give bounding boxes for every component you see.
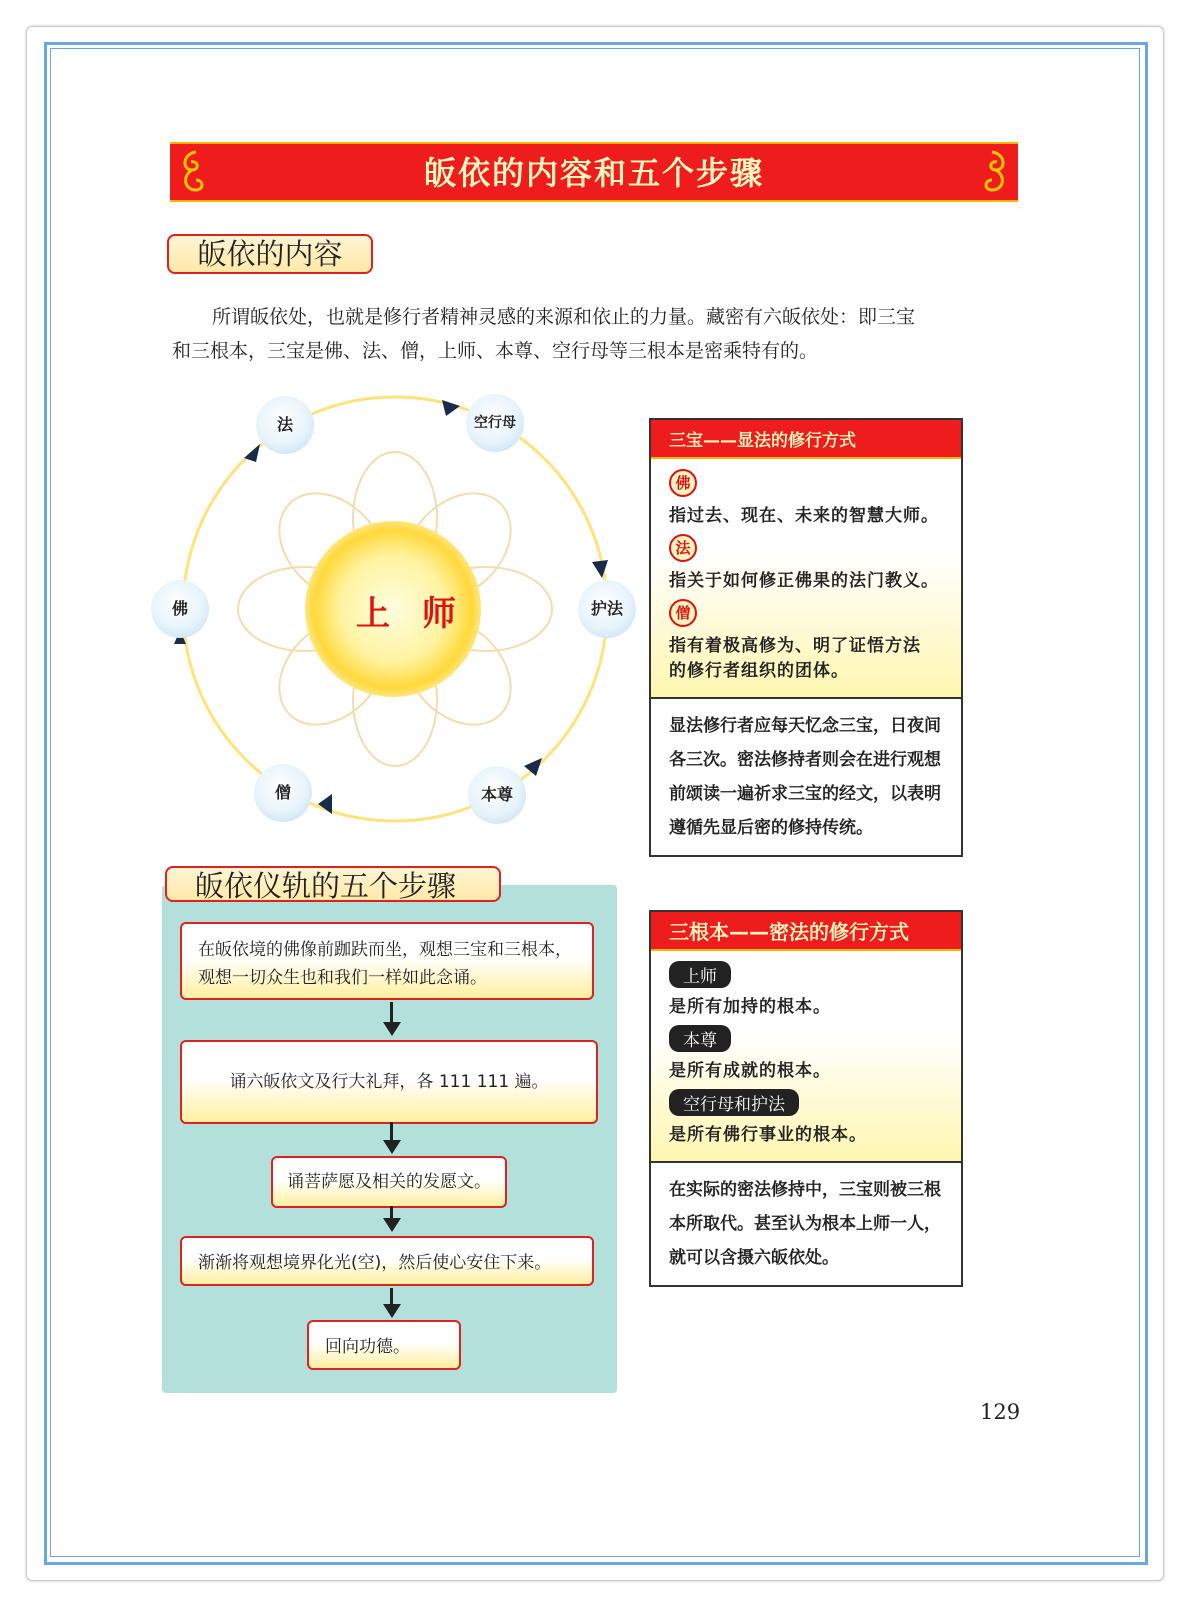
desc-benzun: 是所有成就的根本。 xyxy=(669,1061,831,1081)
note-line: 各三次。密法修持者则会在进行观想 xyxy=(669,750,941,770)
sanbao-box xyxy=(649,418,963,857)
step-2: 诵六皈依文及行大礼拜，各 111 111 遍。 xyxy=(180,1040,598,1124)
arrow-down-icon xyxy=(383,1304,401,1318)
step-arrow xyxy=(390,1002,393,1024)
intro-line: 所谓皈依处，也就是修行者精神灵感的来源和依止的力量。藏密有六皈依处：即三宝 xyxy=(212,306,916,328)
desc-kongxingmu-hufa: 是所有佛行事业的根本。 xyxy=(669,1125,867,1145)
sanbao-title: 三宝——显法的修行方式 xyxy=(651,420,961,459)
sangenben-note xyxy=(651,1161,961,1285)
scroll-ornament-icon xyxy=(978,146,1012,196)
step-1 xyxy=(180,922,594,1000)
label-fa: 法 xyxy=(669,534,697,562)
label-shangshi: 上师 xyxy=(669,961,731,988)
node-hufa: 护法 xyxy=(578,580,636,638)
desc-shangshi: 是所有加持的根本。 xyxy=(669,997,831,1017)
node-benzun: 本尊 xyxy=(468,766,526,824)
step-3: 诵菩萨愿及相关的发愿文。 xyxy=(271,1156,507,1208)
label-seng: 僧 xyxy=(669,599,697,627)
refuge-cycle-diagram xyxy=(150,390,660,850)
desc-fa: 指关于如何修正佛果的法门教义。 xyxy=(669,571,939,591)
note-line: 就可以含摄六皈依处。 xyxy=(669,1248,839,1268)
node-kongxingmu: 空行母 xyxy=(466,394,524,452)
node-fo: 佛 xyxy=(151,580,209,638)
step-5: 回向功德。 xyxy=(307,1320,461,1370)
arrow-down-icon xyxy=(383,1140,401,1154)
step-1-line1: 在皈依境的佛像前跏趺而坐，观想三宝和三根本， xyxy=(198,940,572,960)
sangenben-box xyxy=(649,910,963,1287)
label-fo: 佛 xyxy=(669,469,697,497)
note-line: 本所取代。甚至认为根本上师一人， xyxy=(669,1214,941,1234)
desc-fo: 指过去、现在、未来的智慧大师。 xyxy=(669,506,939,526)
page-title: 皈依的内容和五个步骤 xyxy=(423,154,764,192)
title-banner xyxy=(170,142,1018,202)
intro-line: 和三根本，三宝是佛、法、僧，上师、本尊、空行母等三根本是密乘特有的。 xyxy=(172,340,819,362)
node-seng: 僧 xyxy=(254,764,312,822)
label-kongxingmu-hufa: 空行母和护法 xyxy=(669,1089,799,1116)
center-label-shangshi: 上 师 xyxy=(356,594,466,634)
arrow-down-icon xyxy=(383,1218,401,1232)
desc-seng-line1: 指有着极高修为、明了证悟方法 xyxy=(669,636,921,656)
sangenben-title: 三根本——密法的修行方式 xyxy=(651,912,961,951)
section-heading-steps: 皈依仪轨的五个步骤 xyxy=(165,866,501,902)
sangenben-items xyxy=(651,951,961,1161)
step-1-line2: 观想一切众生也和我们一样如此念诵。 xyxy=(198,968,487,988)
note-line: 前颂读一遍祈求三宝的经文，以表明 xyxy=(669,784,941,804)
intro-paragraph xyxy=(172,300,992,368)
page-number: 129 xyxy=(980,1400,1021,1424)
step-arrow xyxy=(390,1122,393,1142)
node-fa: 法 xyxy=(256,396,314,454)
sanbao-items xyxy=(651,459,961,697)
arrow-down-icon xyxy=(383,1022,401,1036)
step-4: 渐渐将观想境界化光(空)，然后使心安住下来。 xyxy=(180,1236,594,1286)
section-heading-content: 皈依的内容 xyxy=(167,234,373,274)
sanbao-note xyxy=(651,697,961,855)
label-benzun: 本尊 xyxy=(669,1025,731,1052)
note-line: 在实际的密法修持中，三宝则被三根 xyxy=(669,1180,941,1200)
desc-seng-line2: 的修行者组织的团体。 xyxy=(669,661,849,681)
note-line: 遵循先显后密的修持传统。 xyxy=(669,818,873,838)
note-line: 显法修行者应每天忆念三宝，日夜间 xyxy=(669,716,941,736)
